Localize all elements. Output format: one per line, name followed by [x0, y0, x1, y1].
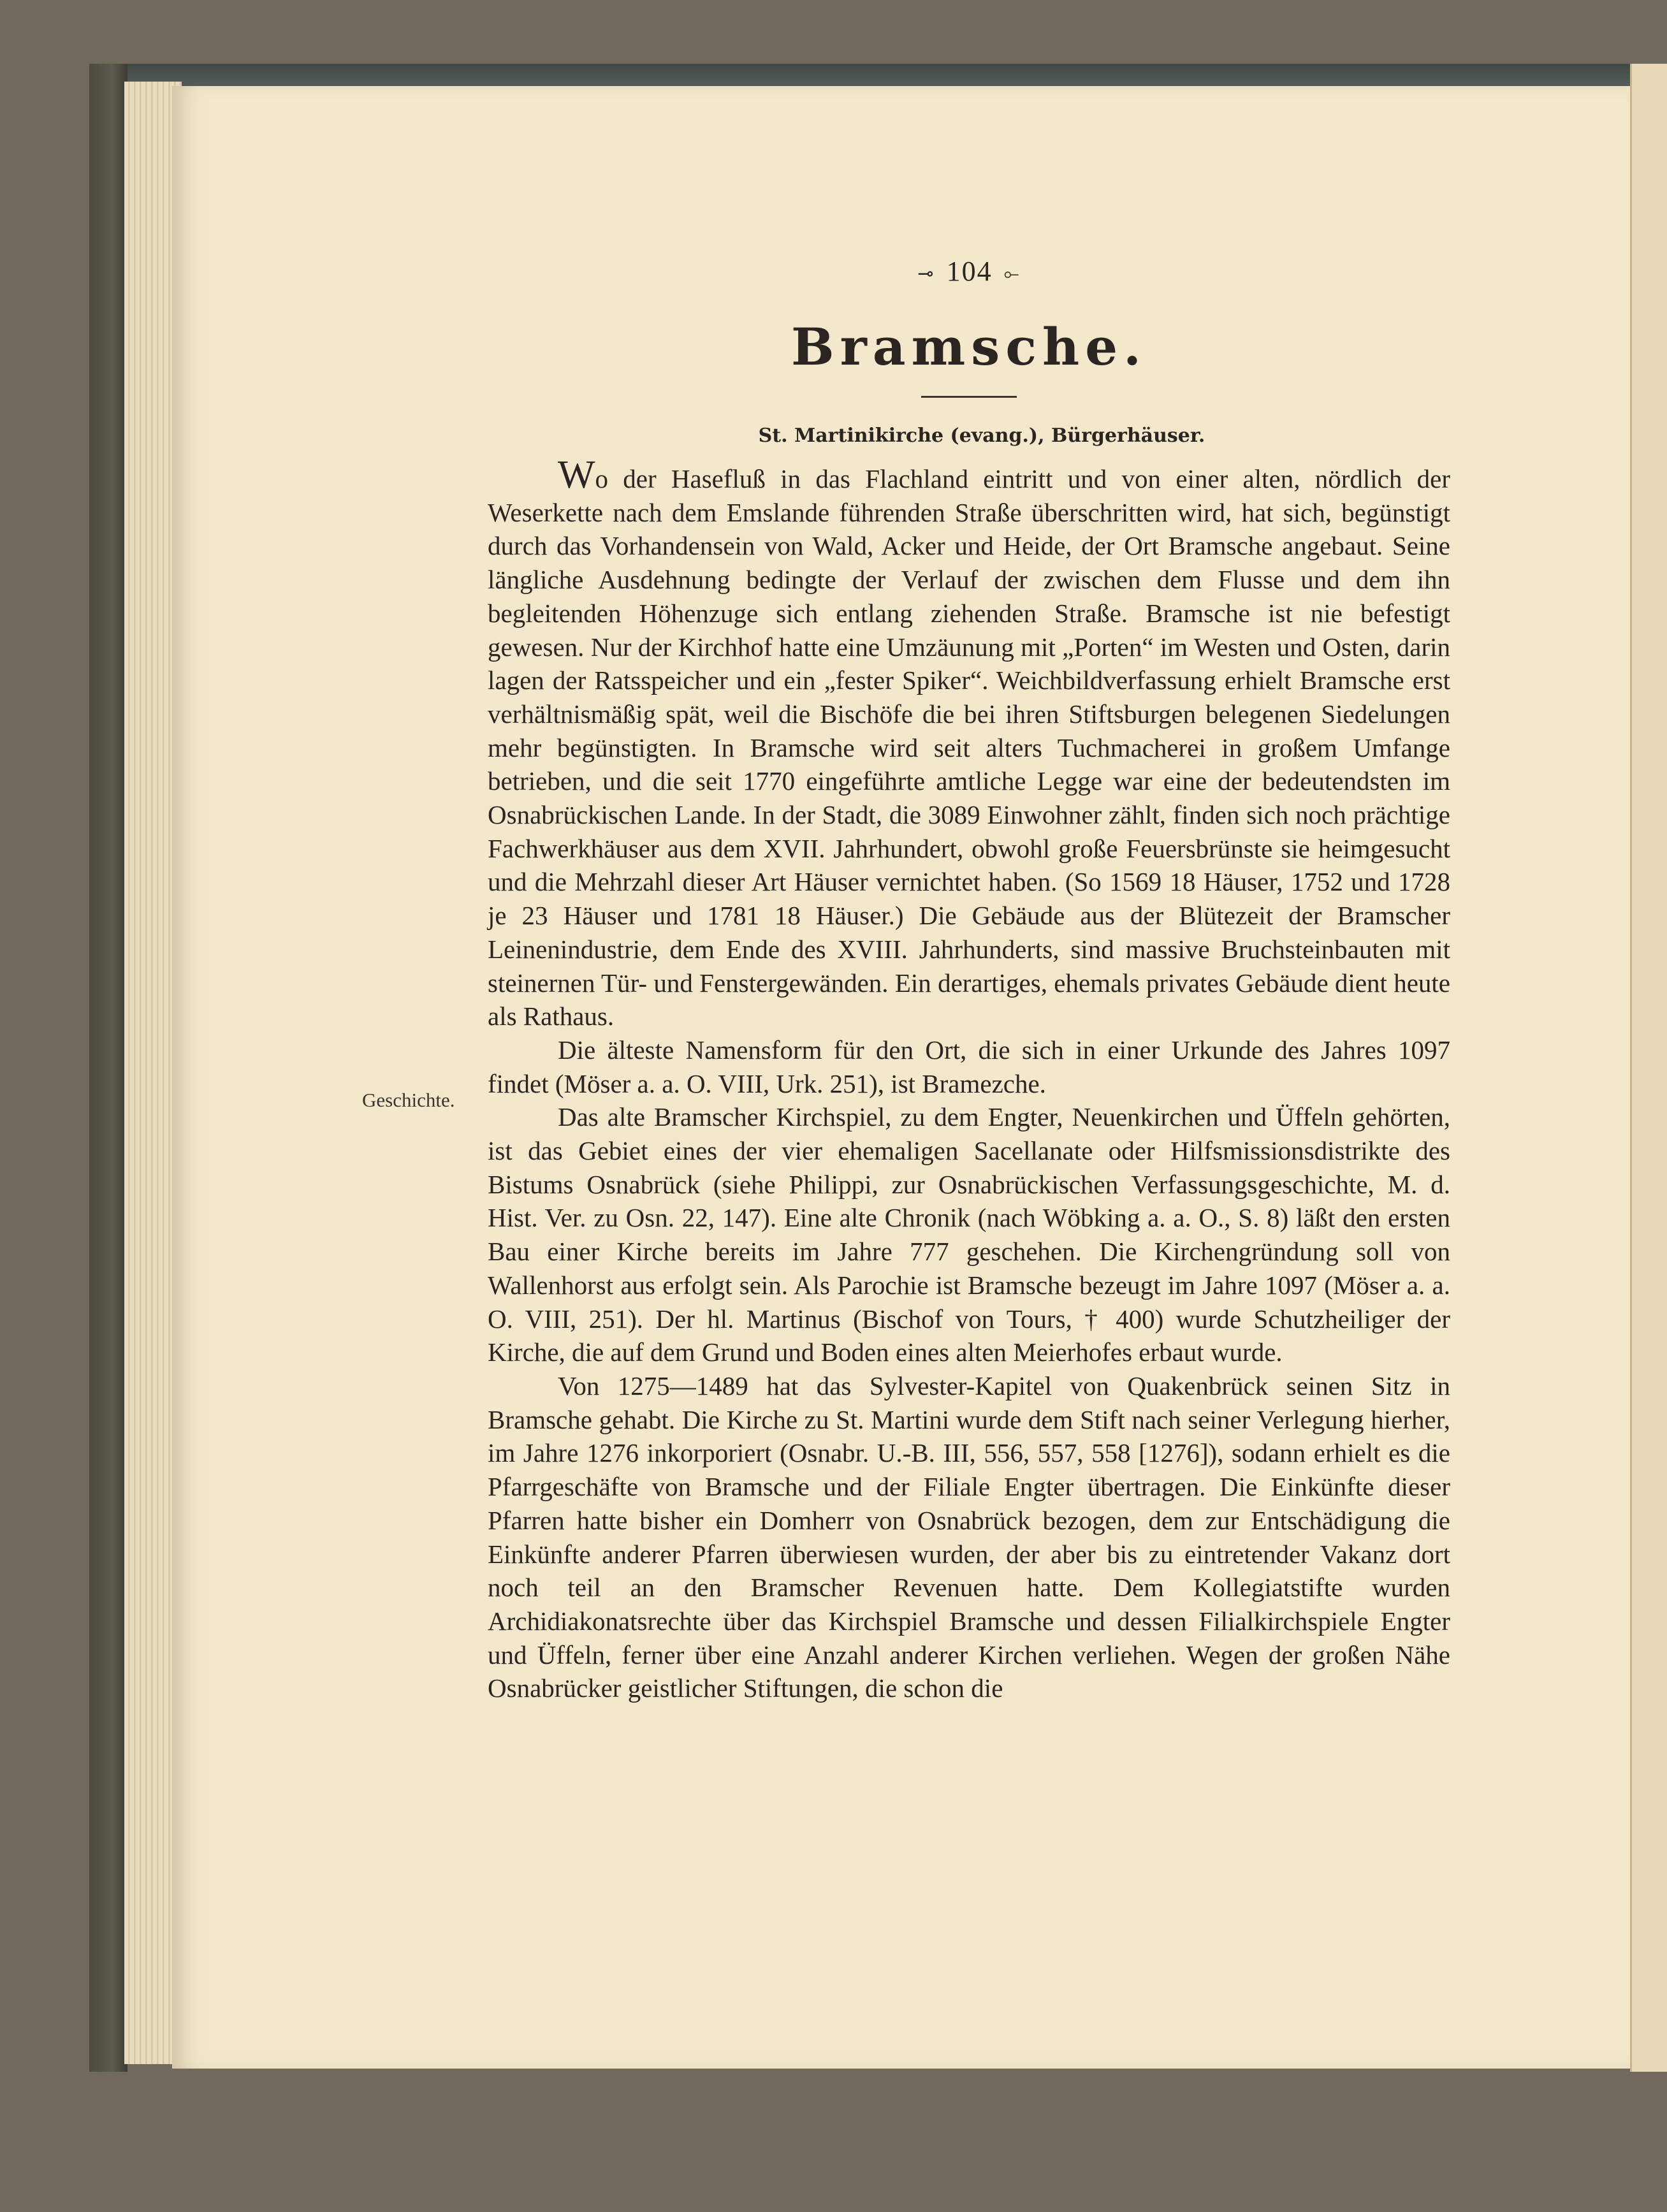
book-right-edge [1630, 64, 1667, 2072]
paragraph-1 [488, 453, 1450, 1033]
margin-note: Geschichte. [362, 1089, 455, 1111]
ornament-left-icon: ⊸ [917, 263, 935, 286]
paragraph-3: Das alte Bramscher Kirchspiel, zu dem Engter, Neuenkirchen und Üffeln gehörten, ist das Gebiet eines der vier ehemaligen Sacellanate oder Hilfsmissionsdistrikte des Bistums Osnabrück (siehe Philippi, zur Osnabrückischen Verfassungsgeschichte, M. d. Hist. Ver. zu Osn. 22, 147). Eine alte Chronik (nach Wöbking a. a. O., S. 8) läßt den ersten Bau einer Kirche bereits im Jahre 777 geschehen. Die Kirchengründung soll von Wallenhorst aus erfolgt sein. Als Parochie ist Bramsche bezeugt im Jahre 1097 (Möser a. a. O. VIII, 251). Der hl. Martinus (Bischof von Tours, † 400) wurde Schutzheiliger der Kirche, die auf dem Grund und Boden eines alten Meierhofes erbaut wurde. [488, 1102, 1450, 1367]
paragraph-4: Von 1275—1489 hat das Sylvester-Kapitel von Quakenbrück seinen Sitz in Bramsche gehabt. Die Kirche zu St. Martini wurde dem Stift nach seiner Verlegung hierher, im Jahre 1276 inkorporiert (Osnabr. U.-B. III, 556, 557, 558 [1276]), sodann erhielt es die Pfarrgeschäfte von Bramsche und der Filiale Engter übertragen. Die Einkünfte dieser Pfarren hatte bisher ein Domherr von Osnabrück bezogen, dem zur Entschädigung die Einkünfte anderer Pfarren überwiesen wurden, der aber bis zu eintretender Vakanz dort noch teil an den Bramscher Revenuen hatte. Dem Kollegiatstifte wurden Archidiakonatsrechte über das Kirchspiel Bramsche und dessen Filialkirchspiele Engter und Üffeln, ferner über eine Anzahl anderer Kirchen verliehen. Wegen der großen Nähe Osnabrücker geistlicher Stiftungen, die schon die [488, 1371, 1450, 1703]
paragraph-1-text: o der Hasefluß in das Flachland eintritt und von einer alten, nördlich der Weserkette nach dem Emslande führenden Straße überschritten wird, hat sich, begünstigt durch das Vorhandensein von Wald, Acker und Heide, der Ort Bramsche angebaut. Seine längliche Ausdehnung bedingte der Verlauf der zwischen dem Flusse und dem ihn begleitenden Höhenzuge sich entlang ziehenden Straße. Bramsche ist nie befestigt gewesen. Nur der Kirchhof hatte eine Umzäunung mit „Porten“ im Westen und Osten, darin lagen der Ratsspeicher und ein „fester Spiker“. Weichbildverfassung erhielt Bramsche erst verhältnismäßig spät, weil die Bischöfe die bei ihren Stiftsburgen belegenen Siedelungen mehr begünstigten. In Bramsche wird seit alters Tuchmacherei in großem Umfange betrieben, und die seit 1770 eingeführte amtliche Legge war eine der bedeutendsten im Osnabrückischen Lande. In der Stadt, die 3089 Einwohner zählt, finden sich noch prächtige Fachwerkhäuser aus dem XVII. Jahrhundert, obwohl große Feuersbrünste sie heimgesucht und die Mehrzahl dieser Art Häuser vernichtet haben. (So 1569 18 Häuser, 1752 und 1728 je 23 Häuser und 1781 18 Häuser.) Die Gebäude aus der Blütezeit der Bramscher Leinenindustrie, dem Ende des XVIII. Jahrhunderts, sind massive Bruchsteinbauten mit steinernen Tür- und Fenstergewänden. Ein derartiges, ehemals privates Gebäude dient heute als Rathaus. [488, 464, 1450, 1031]
title-rule [921, 396, 1017, 398]
page-number-line [488, 255, 1450, 287]
page-number: 104 [946, 256, 993, 287]
page-title: Bramsche. [791, 317, 1147, 377]
section-subtitle: St. Martinikirche (evang.), Bürgerhäuser. [758, 425, 1205, 447]
paragraph-2: Die älteste Namensform für den Ort, die sich in einer Urkunde des Jahres 1097 findet (Möser a. a. O. VIII, Urk. 251), ist Bramezche. [488, 1035, 1450, 1098]
book-top-edge [89, 64, 1667, 89]
text-block [488, 255, 1450, 1705]
ornament-right-icon: ⟜ [1003, 263, 1021, 286]
dropcap: W [558, 453, 595, 497]
book-binding [89, 64, 127, 2072]
